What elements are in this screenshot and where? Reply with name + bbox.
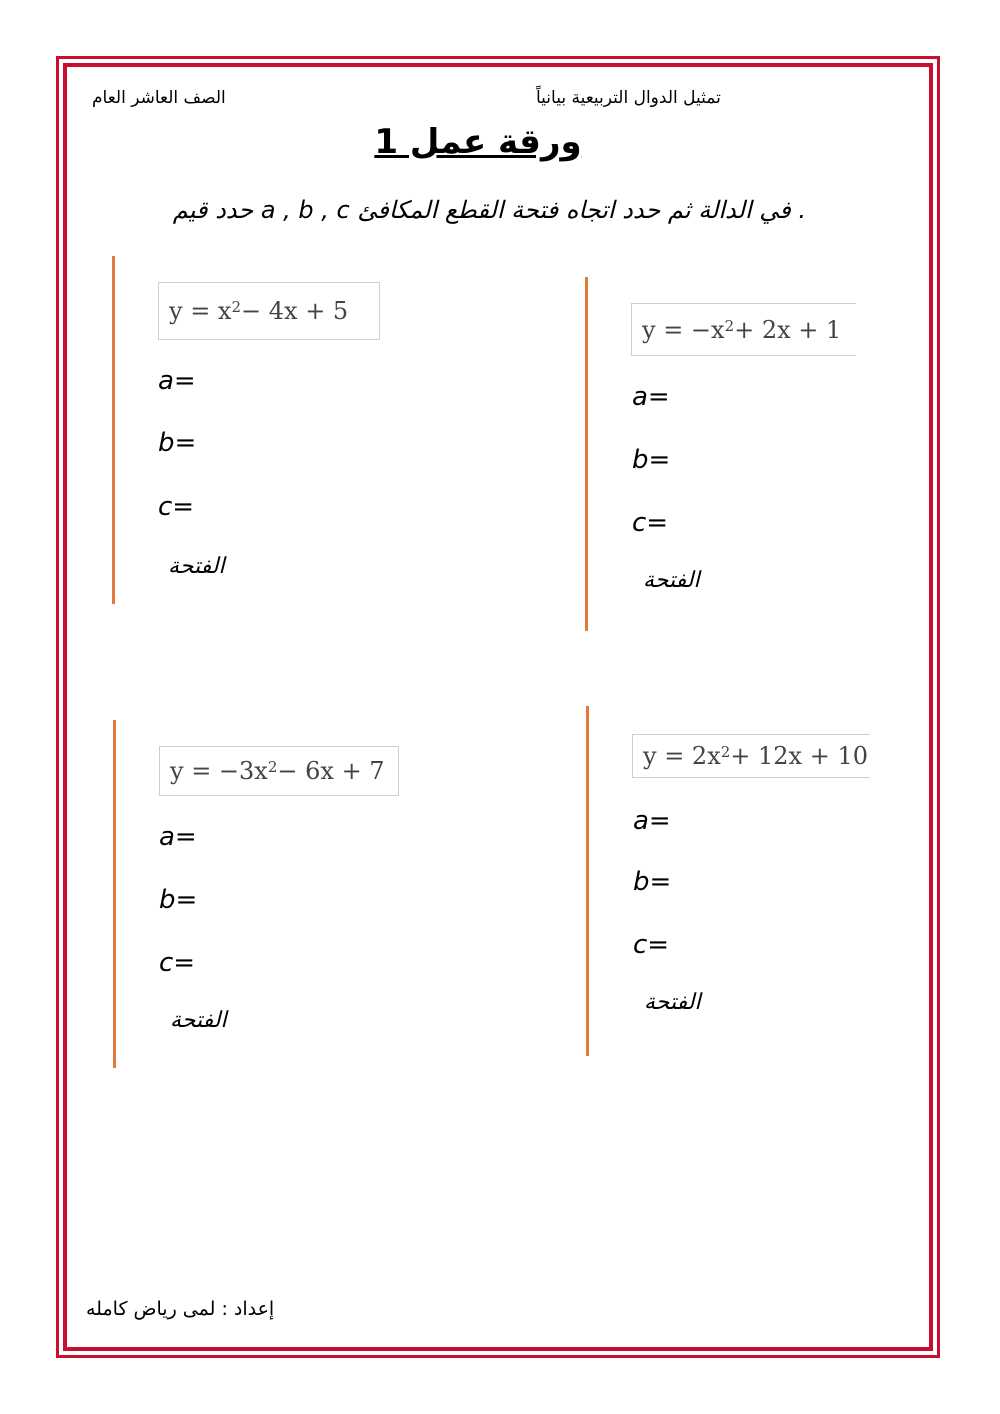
c-answer-label: c= — [633, 930, 670, 960]
equation-exponent: 2 — [720, 743, 731, 761]
b-answer-label: b= — [158, 428, 197, 458]
equation-box — [631, 303, 856, 356]
a-answer-label: a= — [158, 366, 196, 396]
equation-rhs: − 4x + 5 — [241, 297, 349, 325]
equation-lhs: y = −3x — [170, 757, 268, 785]
a-answer-label: a= — [633, 806, 671, 836]
divider-line — [112, 256, 115, 604]
c-answer-label: c= — [158, 492, 195, 522]
equation-exponent: 2 — [267, 758, 278, 776]
equation-box — [159, 746, 399, 796]
b-answer-label: b= — [633, 867, 672, 897]
b-answer-label: b= — [159, 885, 198, 915]
equation-rhs: + 12x + 10 — [730, 742, 868, 770]
equation-rhs: − 6x + 7 — [277, 757, 385, 785]
c-answer-label: c= — [159, 948, 196, 978]
opening-label: الفتحة — [168, 554, 225, 579]
opening-label: الفتحة — [170, 1008, 227, 1033]
equation-lhs: y = −x — [642, 315, 725, 344]
divider-line — [113, 720, 116, 1068]
author-credit: إعداد : لمى رياض كامله — [86, 1298, 275, 1320]
equation-rhs: + 2x + 1 — [734, 315, 842, 344]
equation-box — [632, 734, 870, 778]
equation-lhs: y = 2x — [643, 742, 721, 770]
equation-exponent: 2 — [724, 316, 735, 335]
topic-label: تمثيل الدوال التربيعية بيانياً — [536, 88, 721, 108]
equation-box — [158, 282, 380, 340]
c-answer-label: c= — [632, 508, 669, 538]
divider-line — [585, 277, 588, 631]
a-answer-label: a= — [632, 382, 670, 412]
instruction-text: حدد قيم a , b , c في الدالة ثم حدد اتجاه فتحة القطع المكافئ . — [172, 196, 806, 224]
grade-label: الصف العاشر العام — [92, 88, 226, 108]
opening-label: الفتحة — [644, 990, 701, 1015]
equation-lhs: y = x — [169, 297, 232, 325]
a-answer-label: a= — [159, 822, 197, 852]
b-answer-label: b= — [632, 445, 671, 475]
divider-line — [586, 706, 589, 1056]
equation-exponent: 2 — [231, 298, 242, 316]
page-border-inner — [63, 63, 933, 1351]
worksheet-title: ورقة عمل 1 — [374, 122, 582, 162]
opening-label: الفتحة — [643, 568, 700, 593]
